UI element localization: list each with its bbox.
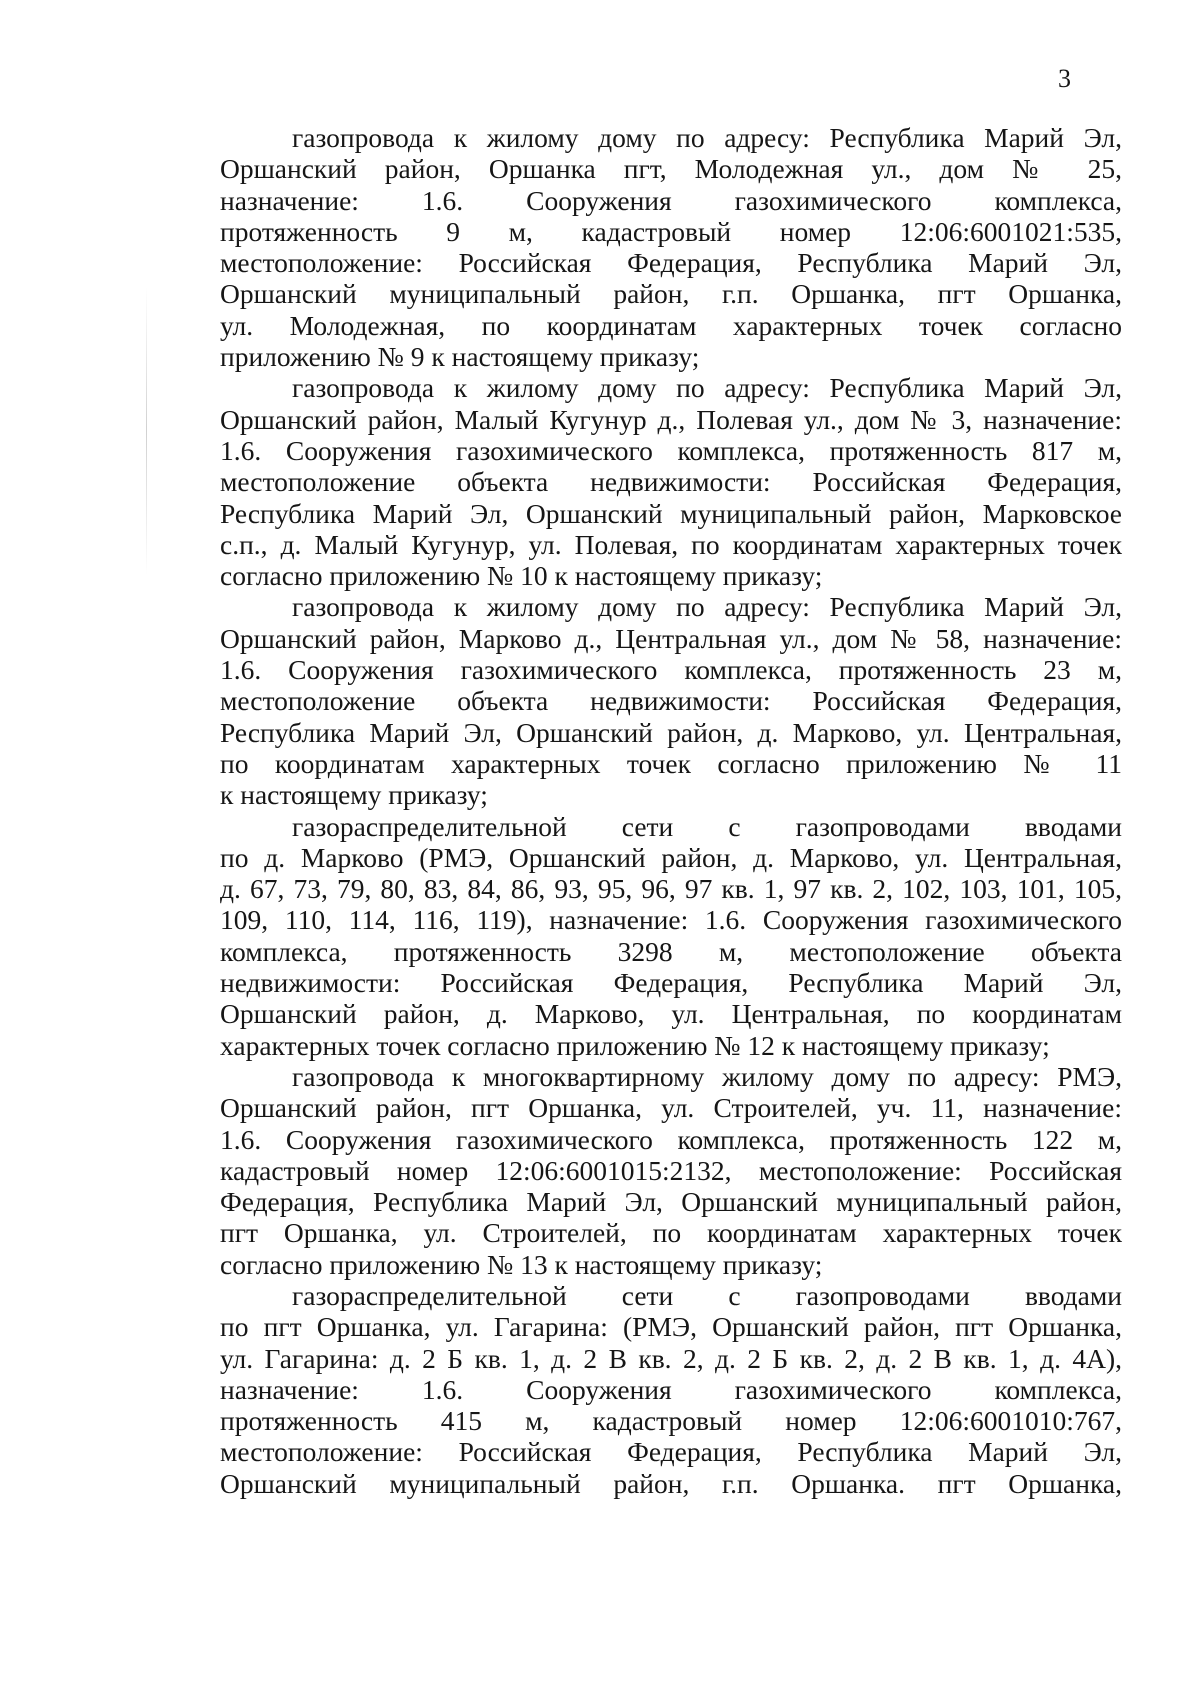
paragraph-line: 1.6. Сооружения газохимического комплекса, протяженность 817 м, (220, 434, 1122, 466)
paragraph-line: по координатам характерных точек согласно приложению № 11 (220, 747, 1122, 779)
paragraph-line: ул. Молодежная, по координатам характерных точек согласно (220, 309, 1122, 341)
paragraph-line: 1.6. Сооружения газохимического комплекса, протяженность 122 м, (220, 1123, 1122, 1155)
paragraph-line: приложению № 9 к настоящему приказу; (220, 341, 700, 373)
paragraph-line: согласно приложению № 13 к настоящему приказу; (220, 1248, 823, 1280)
paragraph-line: протяженность 9 м, кадастровый номер 12:06:6001021:535, (220, 215, 1122, 247)
paragraph-line: Оршанский район, д. Марково, ул. Центральная, по координатам (220, 998, 1122, 1030)
page-number: 3 (1058, 64, 1071, 93)
paragraph-line: по д. Марково (РМЭ, Оршанский район, д. Марково, ул. Центральная, (220, 841, 1122, 873)
document-body (220, 122, 1122, 1499)
paragraph-line: назначение: 1.6. Сооружения газохимического комплекса, (220, 1373, 1122, 1405)
paragraph-line: газопровода к жилому дому по адресу: Республика Марий Эл, (292, 372, 1122, 404)
paragraph-line: назначение: 1.6. Сооружения газохимического комплекса, (220, 184, 1122, 216)
paragraph-line: местоположение объекта недвижимости: Российская Федерация, (220, 685, 1122, 717)
paragraph (220, 591, 1122, 810)
paragraph (220, 1061, 1122, 1280)
paragraph (220, 372, 1122, 591)
paragraph-line: характерных точек согласно приложению № 12 к настоящему приказу; (220, 1029, 1050, 1061)
paragraph-line: комплекса, протяженность 3298 м, местоположение объекта (220, 935, 1122, 967)
paragraph-line: 1.6. Сооружения газохимического комплекса, протяженность 23 м, (220, 654, 1122, 686)
paragraph-line: Оршанский район, Малый Кугунур д., Полевая ул., дом № 3, назначение: (220, 403, 1122, 435)
paragraph-line: газопровода к жилому дому по адресу: Республика Марий Эл, (292, 591, 1122, 623)
paragraph (220, 811, 1122, 1061)
paragraph-line: Оршанский муниципальный район, г.п. Оршанка, пгт Оршанка, (220, 278, 1122, 310)
paragraph-line: местоположение: Российская Федерация, Республика Марий Эл, (220, 1436, 1122, 1468)
paragraph-line: 109, 110, 114, 116, 119), назначение: 1.6. Сооружения газохимического (220, 904, 1122, 936)
paragraph (220, 1280, 1122, 1499)
paragraph-line: Оршанский муниципальный район, г.п. Оршанка. пгт Оршанка, (220, 1467, 1122, 1499)
paragraph-line: Федерация, Республика Марий Эл, Оршанский муниципальный район, (220, 1186, 1122, 1218)
paragraph (220, 122, 1122, 372)
paragraph-line: Республика Марий Эл, Оршанский муниципальный район, Марковское (220, 497, 1122, 529)
scan-margin-line (146, 286, 147, 576)
paragraph-line: по пгт Оршанка, ул. Гагарина: (РМЭ, Оршанский район, пгт Оршанка, (220, 1311, 1122, 1343)
paragraph-line: газопровода к жилому дому по адресу: Республика Марий Эл, (292, 122, 1122, 153)
paragraph-line: протяженность 415 м, кадастровый номер 12:06:6001010:767, (220, 1405, 1122, 1437)
paragraph-line: недвижимости: Российская Федерация, Республика Марий Эл, (220, 967, 1122, 999)
paragraph-line: к настоящему приказу; (220, 779, 488, 811)
paragraph-line: местоположение: Российская Федерация, Республика Марий Эл, (220, 247, 1122, 279)
paragraph-line: Республика Марий Эл, Оршанский район, д. Марково, ул. Центральная, (220, 716, 1122, 748)
paragraph-line: д. 67, 73, 79, 80, 83, 84, 86, 93, 95, 96, 97 кв. 1, 97 кв. 2, 102, 103, 101, 105, (220, 873, 1122, 905)
paragraph-line: с.п., д. Малый Кугунур, ул. Полевая, по координатам характерных точек (220, 528, 1122, 560)
paragraph-line: Оршанский район, пгт Оршанка, ул. Строителей, уч. 11, назначение: (220, 1092, 1122, 1124)
paragraph-line: местоположение объекта недвижимости: Российская Федерация, (220, 466, 1122, 498)
paragraph-line: согласно приложению № 10 к настоящему приказу; (220, 560, 823, 592)
paragraph-line: газопровода к многоквартирному жилому дому по адресу: РМЭ, (292, 1060, 1122, 1092)
paragraph-line: газораспределительной сети с газопроводами вводами (292, 810, 1122, 842)
paragraph-line: кадастровый номер 12:06:6001015:2132, местоположение: Российская (220, 1154, 1122, 1186)
paragraph-line: Оршанский район, Оршанка пгт, Молодежная ул., дом № 25, (220, 153, 1122, 185)
paragraph-line: пгт Оршанка, ул. Строителей, по координатам характерных точек (220, 1217, 1122, 1249)
paragraph-line: ул. Гагарина: д. 2 Б кв. 1, д. 2 В кв. 2, д. 2 Б кв. 2, д. 2 В кв. 1, д. 4А), (220, 1342, 1122, 1374)
paragraph-line: Оршанский район, Марково д., Центральная ул., дом № 58, назначение: (220, 622, 1122, 654)
paragraph-line: газораспределительной сети с газопроводами вводами (292, 1279, 1122, 1311)
